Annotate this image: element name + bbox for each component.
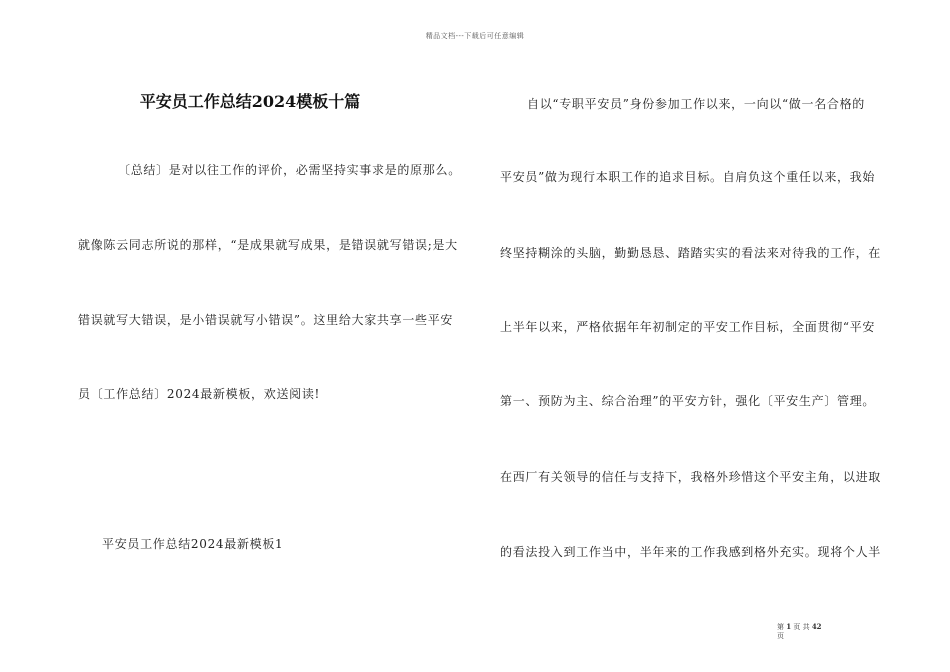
section-subheading: 平安员工作总结2024最新模板1	[102, 537, 284, 551]
body-line-3: 终坚持糊涂的头脑，勤勤恳恳、踏踏实实的看法来对待我的工作，在	[500, 246, 882, 260]
body-line-5: 第一、预防为主、综合治理”的平安方针，强化〔平安生产〕管理。	[500, 394, 876, 408]
intro-line-2: 就像陈云同志所说的那样，“是成果就写成果，是错误就写错误;是大	[78, 238, 458, 252]
page-mid-label: 页 共	[793, 623, 810, 631]
current-page-number: 1	[786, 622, 792, 631]
intro-line-3: 错误就写大错误，是小错误就写小错误”。这里给大家共享一些平安	[78, 313, 454, 327]
body-line-7: 的看法投入到工作当中，半年来的工作我感到格外充实。现将个人半	[500, 545, 882, 559]
body-line-2: 平安员”做为现行本职工作的追求目标。自肩负这个重任以来，我始	[500, 170, 876, 184]
intro-line-4: 员〔工作总结〕2024最新模板，欢送阅读!	[78, 387, 321, 401]
intro-line-1: 〔总结〕是对以往工作的评价，必需坚持实事求是的原那么。	[118, 163, 461, 177]
page-header: 精品文档---下载后可任意编辑	[425, 32, 525, 40]
body-line-4: 上半年以来，严格依据年年初制定的平安工作目标，全面贯彻“平安	[500, 320, 876, 334]
page-label: 第	[777, 623, 784, 631]
total-pages: 42	[811, 622, 822, 631]
page-end-label: 页	[777, 632, 784, 640]
body-line-1: 自以“专职平安员”身份参加工作以来，一向以“做一名合格的	[527, 97, 866, 111]
page-number-footer	[777, 622, 822, 641]
document-title: 平安员工作总结2024模板十篇	[139, 92, 361, 111]
body-line-6: 在西厂有关领导的信任与支持下，我格外珍惜这个平安主角，以进取	[500, 470, 882, 484]
